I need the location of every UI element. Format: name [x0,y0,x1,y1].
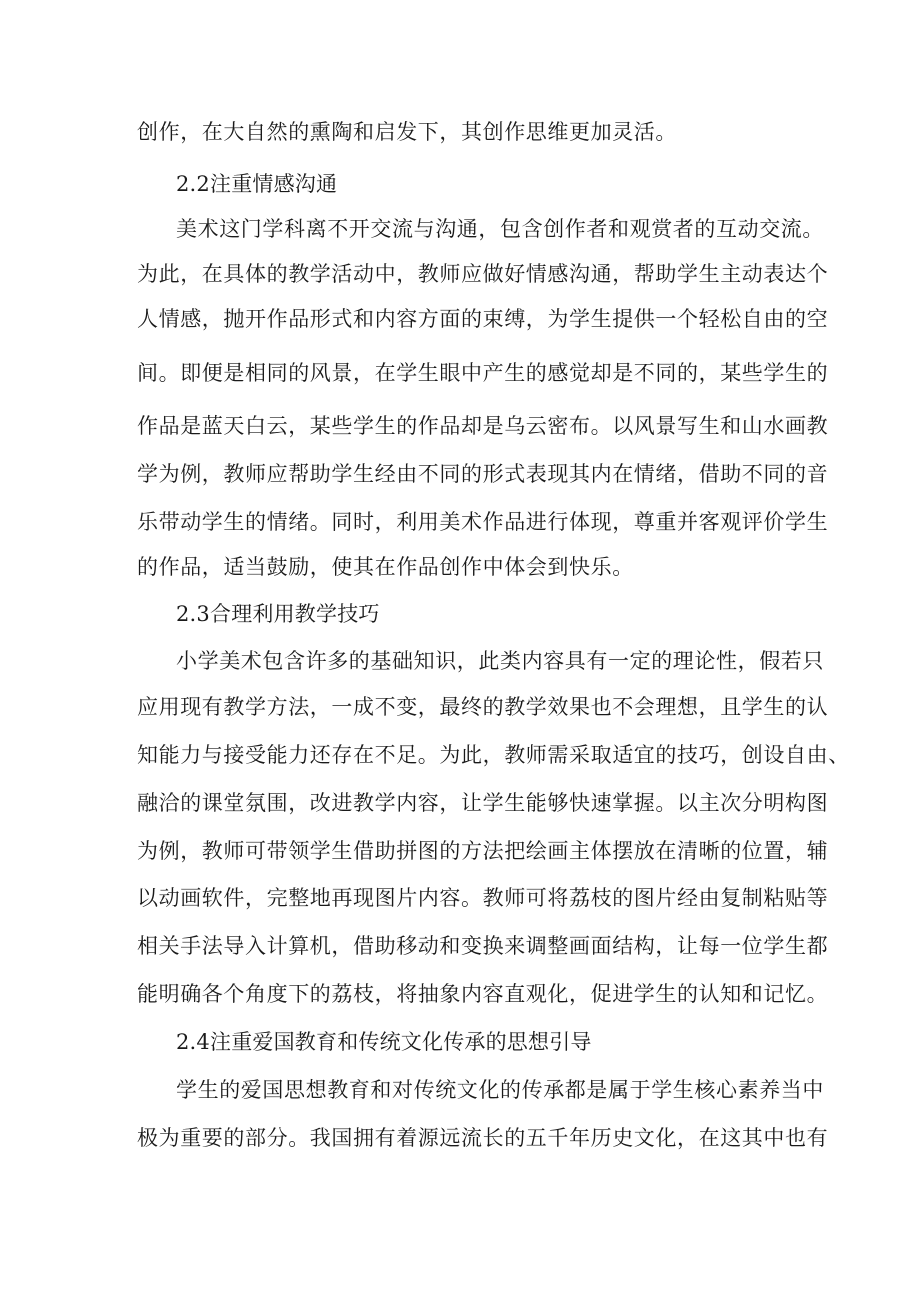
paragraph-line: 美术这门学科离不开交流与沟通，包含创作者和观赏者的互动交流。 [176,217,824,241]
paragraph-line: 乐带动学生的情绪。同时，利用美术作品进行体现，尊重并客观评价学生 [137,510,829,534]
section-heading: 2.4注重爱国教育和传统文化传承的思想引导 [176,1030,592,1054]
paragraph-line: 的作品，适当鼓励，使其在作品创作中体会到快乐。 [137,555,634,579]
paragraph-line: 作品是蓝天白云，某些学生的作品却是乌云密布。以风景写生和山水画教 [137,414,829,438]
paragraph-line: 能明确各个角度下的荔枝，将抽象内容直观化，促进学生的认知和记忆。 [137,982,829,1006]
section-heading: 2.3合理利用教学技巧 [176,602,380,626]
paragraph-line: 为例，教师可带领学生借助拼图的方法把绘画主体摆放在清晰的位置，辅 [137,839,829,863]
paragraph-line: 人情感，抛开作品形式和内容方面的束缚，为学生提供一个轻松自由的空 [137,307,829,331]
paragraph-line: 学为例，教师应帮助学生经由不同的形式表现其内在情绪，借助不同的音 [137,462,829,486]
paragraph-line: 极为重要的部分。我国拥有着源远流长的五千年历史文化，在这其中也有 [137,1126,829,1150]
paragraph-line: 学生的爱国思想教育和对传统文化的传承都是属于学生核心素养当中 [176,1078,824,1102]
section-heading: 2.2注重情感沟通 [176,172,338,196]
paragraph-line: 为此，在具体的教学活动中，教师应做好情感沟通，帮助学生主动表达个 [137,262,829,286]
paragraph-line: 融洽的课堂氛围，改进教学内容，让学生能够快速掌握。以主次分明构图 [137,791,829,815]
paragraph-line: 小学美术包含许多的基础知识，此类内容具有一定的理论性，假若只 [176,649,824,673]
paragraph-line: 应用现有教学方法，一成不变，最终的教学效果也不会理想，且学生的认 [137,695,829,719]
paragraph-line: 相关手法导入计算机，借助移动和变换来调整画面结构，让每一位学生都 [137,934,829,958]
paragraph-line: 创作，在大自然的熏陶和启发下，其创作思维更加灵活。 [137,120,677,144]
paragraph-line: 间。即便是相同的风景，在学生眼中产生的感觉却是不同的，某些学生的 [137,361,829,385]
paragraph-line: 以动画软件，完整地再现图片内容。教师可将荔枝的图片经由复制粘贴等 [137,886,829,910]
paragraph-line: 知能力与接受能力还存在不足。为此，教师需采取适宜的技巧，创设自由、 [137,743,850,767]
